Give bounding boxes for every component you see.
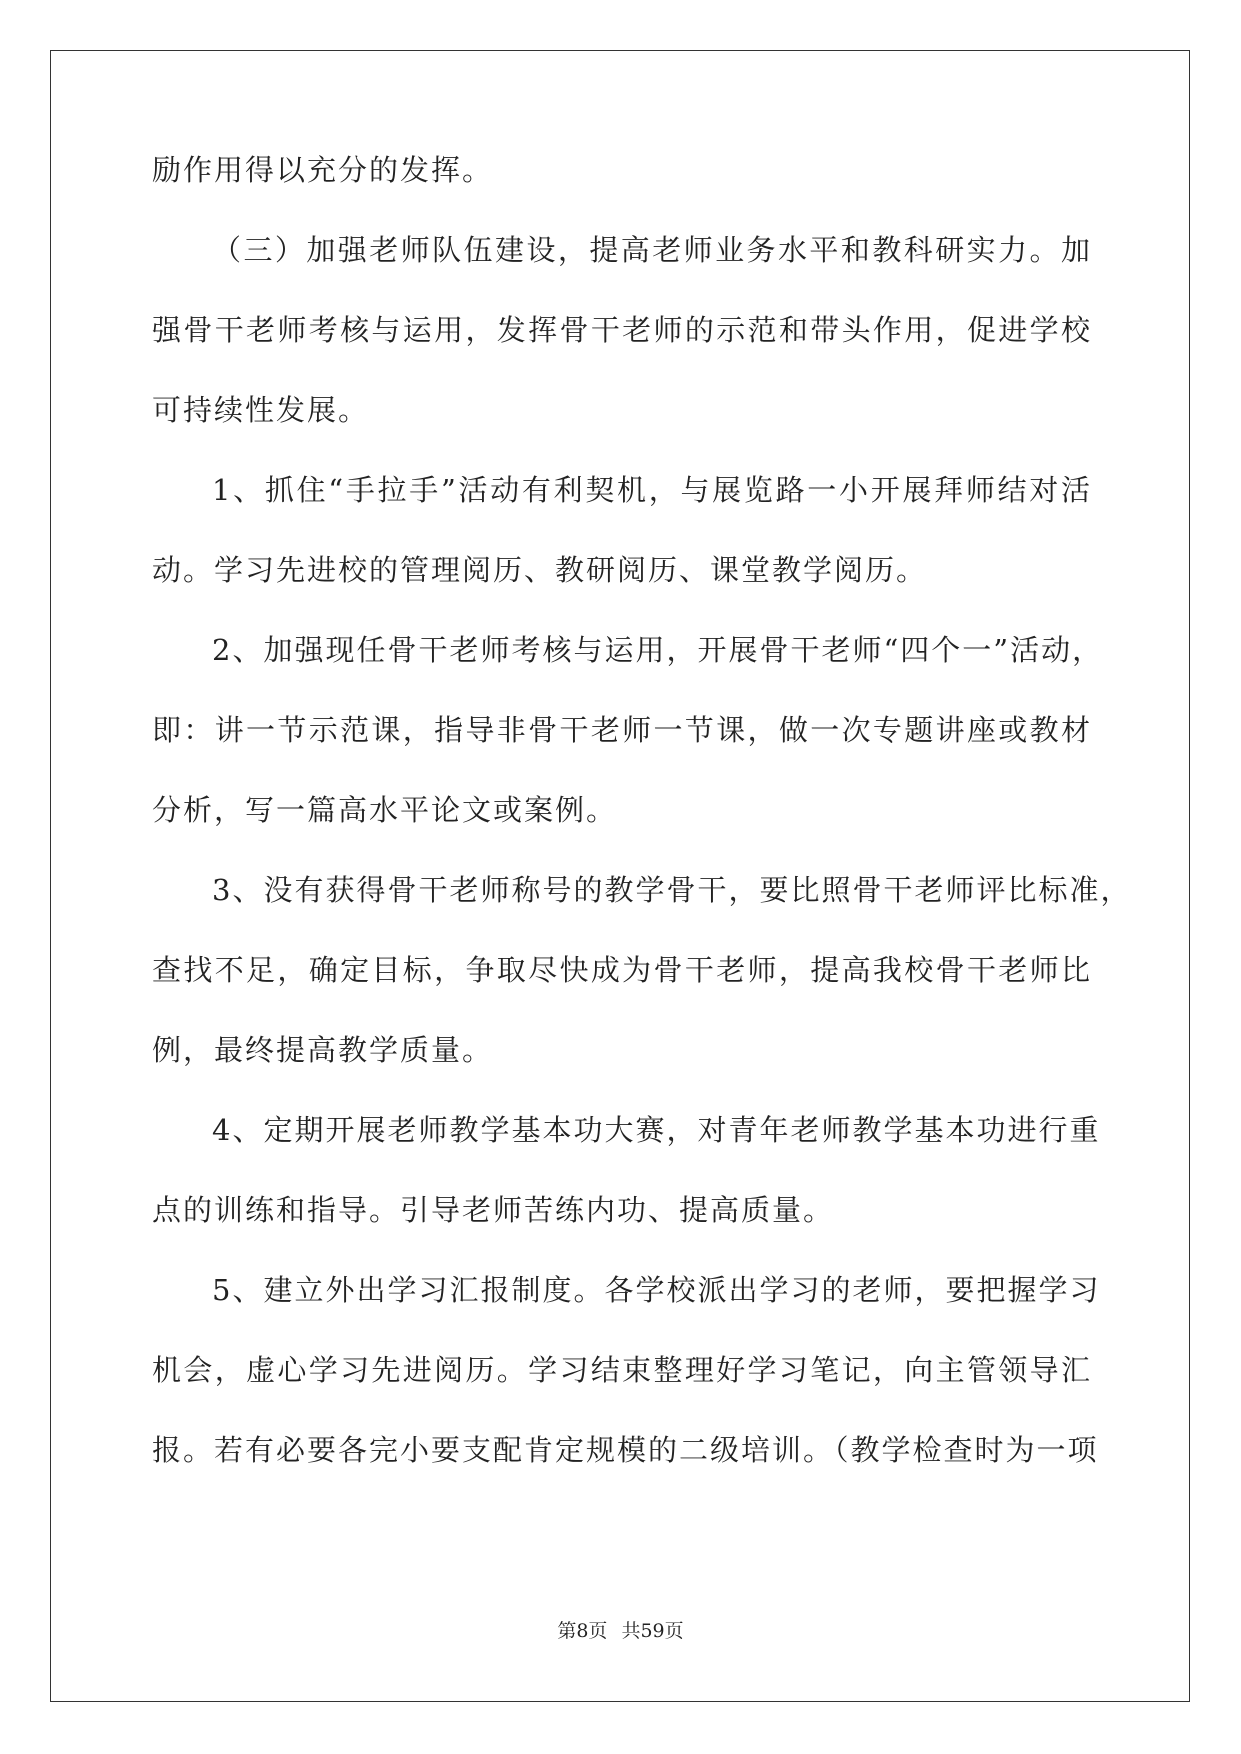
text-line-5: 1、抓住“手拉手”活动有利契机，与展览路一小开展拜师结对活 xyxy=(212,473,1092,507)
page-total: 共59页 xyxy=(621,1620,684,1642)
text-line-13: 4、定期开展老师教学基本功大赛，对青年老师教学基本功进行重 xyxy=(212,1113,1101,1147)
text-line-2: （三）加强老师队伍建设，提高老师业务水平和教科研实力。加 xyxy=(212,233,1092,267)
text-line-6: 动。学习先进校的管理阅历、教研阅历、课堂教学阅历。 xyxy=(152,553,928,587)
text-line-12: 例，最终提高教学质量。 xyxy=(152,1033,494,1067)
text-line-15: 5、建立外出学习汇报制度。各学校派出学习的老师，要把握学习 xyxy=(212,1273,1101,1307)
text-line-8: 即：讲一节示范课，指导非骨干老师一节课，做一次专题讲座或教材 xyxy=(152,713,1092,747)
text-line-16: 机会，虚心学习先进阅历。学习结束整理好学习笔记，向主管领导汇 xyxy=(152,1353,1092,1387)
text-line-10: 3、没有获得骨干老师称号的教学骨干，要比照骨干老师评比标准， xyxy=(212,873,1132,907)
text-line-17: 报。若有必要各完小要支配肯定规模的二级培训。（教学检查时为一项 xyxy=(152,1433,1099,1467)
text-line-11: 查找不足，确定目标，争取尽快成为骨干老师，提高我校骨干老师比 xyxy=(152,953,1092,987)
text-line-7: 2、加强现任骨干老师考核与运用，开展骨干老师“四个一”活动， xyxy=(212,633,1104,667)
text-line-9: 分析，写一篇高水平论文或案例。 xyxy=(152,793,618,827)
page-number: 第8页 xyxy=(557,1620,608,1642)
document-body xyxy=(152,150,1132,1470)
text-line-1: 励作用得以充分的发挥。 xyxy=(152,153,494,187)
text-line-4: 可持续性发展。 xyxy=(152,393,370,427)
page-footer xyxy=(0,1619,1241,1643)
text-line-3: 强骨干老师考核与运用，发挥骨干老师的示范和带头作用，促进学校 xyxy=(152,313,1092,347)
text-line-14: 点的训练和指导。引导老师苦练内功、提高质量。 xyxy=(152,1193,835,1227)
